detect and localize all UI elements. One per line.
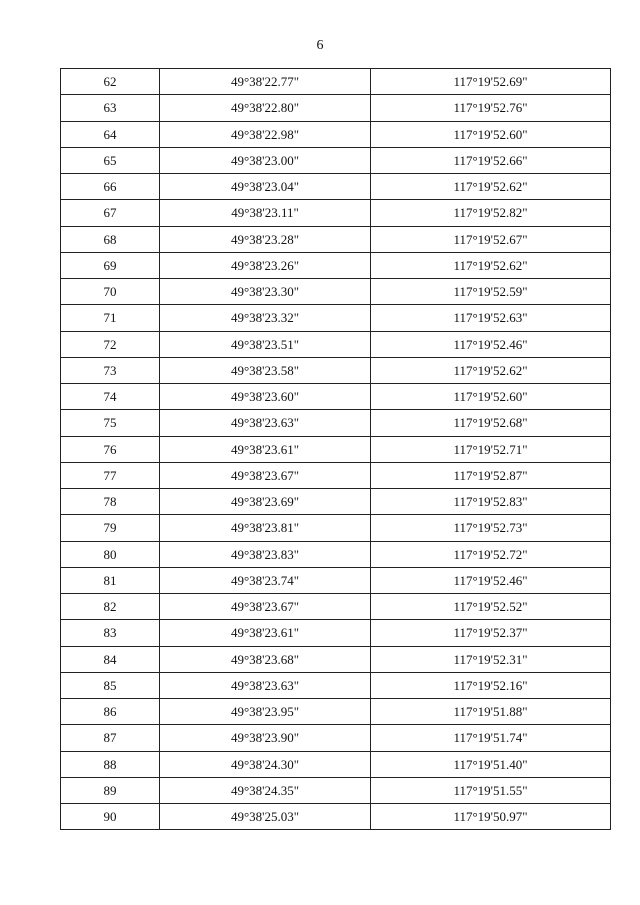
- latitude-cell: 49°38'23.04": [160, 174, 371, 200]
- latitude-cell: 49°38'23.83": [160, 541, 371, 567]
- longitude-cell: 117°19'52.62": [371, 252, 611, 278]
- longitude-cell: 117°19'52.68": [371, 410, 611, 436]
- table-row: [61, 226, 611, 252]
- point-number-cell: 73: [61, 357, 160, 383]
- longitude-cell: 117°19'52.46": [371, 567, 611, 593]
- latitude-cell: 49°38'24.35": [160, 777, 371, 803]
- latitude-cell: 49°38'23.32": [160, 305, 371, 331]
- latitude-cell: 49°38'23.95": [160, 699, 371, 725]
- latitude-cell: 49°38'24.30": [160, 751, 371, 777]
- point-number-cell: 83: [61, 620, 160, 646]
- latitude-cell: 49°38'23.63": [160, 410, 371, 436]
- point-number-cell: 81: [61, 567, 160, 593]
- point-number-cell: 76: [61, 436, 160, 462]
- table-row: [61, 69, 611, 95]
- table-row: [61, 95, 611, 121]
- longitude-cell: 117°19'52.16": [371, 672, 611, 698]
- point-number-cell: 66: [61, 174, 160, 200]
- longitude-cell: 117°19'52.37": [371, 620, 611, 646]
- longitude-cell: 117°19'52.60": [371, 384, 611, 410]
- table-row: [61, 541, 611, 567]
- latitude-cell: 49°38'23.26": [160, 252, 371, 278]
- point-number-cell: 64: [61, 121, 160, 147]
- longitude-cell: 117°19'52.62": [371, 357, 611, 383]
- table-row: [61, 804, 611, 830]
- coordinates-table-body: [61, 69, 611, 830]
- longitude-cell: 117°19'52.63": [371, 305, 611, 331]
- point-number-cell: 86: [61, 699, 160, 725]
- table-row: [61, 436, 611, 462]
- longitude-cell: 117°19'52.76": [371, 95, 611, 121]
- longitude-cell: 117°19'52.46": [371, 331, 611, 357]
- point-number-cell: 62: [61, 69, 160, 95]
- latitude-cell: 49°38'23.28": [160, 226, 371, 252]
- longitude-cell: 117°19'51.40": [371, 751, 611, 777]
- latitude-cell: 49°38'23.30": [160, 279, 371, 305]
- longitude-cell: 117°19'52.73": [371, 515, 611, 541]
- coordinates-table: [60, 68, 611, 830]
- point-number-cell: 84: [61, 646, 160, 672]
- longitude-cell: 117°19'52.83": [371, 489, 611, 515]
- point-number-cell: 80: [61, 541, 160, 567]
- longitude-cell: 117°19'52.60": [371, 121, 611, 147]
- point-number-cell: 70: [61, 279, 160, 305]
- point-number-cell: 85: [61, 672, 160, 698]
- table-row: [61, 567, 611, 593]
- latitude-cell: 49°38'23.61": [160, 436, 371, 462]
- longitude-cell: 117°19'52.67": [371, 226, 611, 252]
- longitude-cell: 117°19'50.97": [371, 804, 611, 830]
- longitude-cell: 117°19'52.52": [371, 594, 611, 620]
- latitude-cell: 49°38'23.60": [160, 384, 371, 410]
- point-number-cell: 77: [61, 462, 160, 488]
- table-row: [61, 672, 611, 698]
- longitude-cell: 117°19'52.82": [371, 200, 611, 226]
- table-row: [61, 121, 611, 147]
- latitude-cell: 49°38'23.74": [160, 567, 371, 593]
- table-row: [61, 174, 611, 200]
- longitude-cell: 117°19'51.55": [371, 777, 611, 803]
- table-row: [61, 384, 611, 410]
- latitude-cell: 49°38'23.58": [160, 357, 371, 383]
- table-row: [61, 646, 611, 672]
- longitude-cell: 117°19'52.87": [371, 462, 611, 488]
- table-row: [61, 279, 611, 305]
- point-number-cell: 71: [61, 305, 160, 331]
- table-row: [61, 725, 611, 751]
- table-row: [61, 620, 611, 646]
- longitude-cell: 117°19'51.74": [371, 725, 611, 751]
- table-row: [61, 751, 611, 777]
- table-row: [61, 515, 611, 541]
- point-number-cell: 88: [61, 751, 160, 777]
- point-number-cell: 75: [61, 410, 160, 436]
- latitude-cell: 49°38'23.00": [160, 147, 371, 173]
- point-number-cell: 63: [61, 95, 160, 121]
- point-number-cell: 89: [61, 777, 160, 803]
- table-row: [61, 357, 611, 383]
- table-row: [61, 331, 611, 357]
- table-row: [61, 200, 611, 226]
- point-number-cell: 68: [61, 226, 160, 252]
- point-number-cell: 67: [61, 200, 160, 226]
- table-row: [61, 147, 611, 173]
- point-number-cell: 65: [61, 147, 160, 173]
- longitude-cell: 117°19'52.31": [371, 646, 611, 672]
- point-number-cell: 87: [61, 725, 160, 751]
- point-number-cell: 78: [61, 489, 160, 515]
- latitude-cell: 49°38'22.80": [160, 95, 371, 121]
- latitude-cell: 49°38'22.77": [160, 69, 371, 95]
- point-number-cell: 90: [61, 804, 160, 830]
- table-row: [61, 489, 611, 515]
- longitude-cell: 117°19'52.66": [371, 147, 611, 173]
- longitude-cell: 117°19'52.71": [371, 436, 611, 462]
- table-row: [61, 777, 611, 803]
- point-number-cell: 72: [61, 331, 160, 357]
- latitude-cell: 49°38'23.67": [160, 594, 371, 620]
- latitude-cell: 49°38'23.68": [160, 646, 371, 672]
- latitude-cell: 49°38'23.69": [160, 489, 371, 515]
- latitude-cell: 49°38'23.51": [160, 331, 371, 357]
- point-number-cell: 82: [61, 594, 160, 620]
- latitude-cell: 49°38'23.81": [160, 515, 371, 541]
- table-row: [61, 462, 611, 488]
- latitude-cell: 49°38'23.11": [160, 200, 371, 226]
- point-number-cell: 74: [61, 384, 160, 410]
- latitude-cell: 49°38'23.63": [160, 672, 371, 698]
- longitude-cell: 117°19'52.69": [371, 69, 611, 95]
- latitude-cell: 49°38'22.98": [160, 121, 371, 147]
- table-row: [61, 410, 611, 436]
- page-number: 6: [316, 38, 324, 53]
- table-row: [61, 305, 611, 331]
- point-number-cell: 69: [61, 252, 160, 278]
- table-row: [61, 252, 611, 278]
- latitude-cell: 49°38'25.03": [160, 804, 371, 830]
- longitude-cell: 117°19'52.62": [371, 174, 611, 200]
- table-row: [61, 699, 611, 725]
- longitude-cell: 117°19'52.59": [371, 279, 611, 305]
- longitude-cell: 117°19'52.72": [371, 541, 611, 567]
- latitude-cell: 49°38'23.67": [160, 462, 371, 488]
- table-row: [61, 594, 611, 620]
- point-number-cell: 79: [61, 515, 160, 541]
- latitude-cell: 49°38'23.61": [160, 620, 371, 646]
- latitude-cell: 49°38'23.90": [160, 725, 371, 751]
- longitude-cell: 117°19'51.88": [371, 699, 611, 725]
